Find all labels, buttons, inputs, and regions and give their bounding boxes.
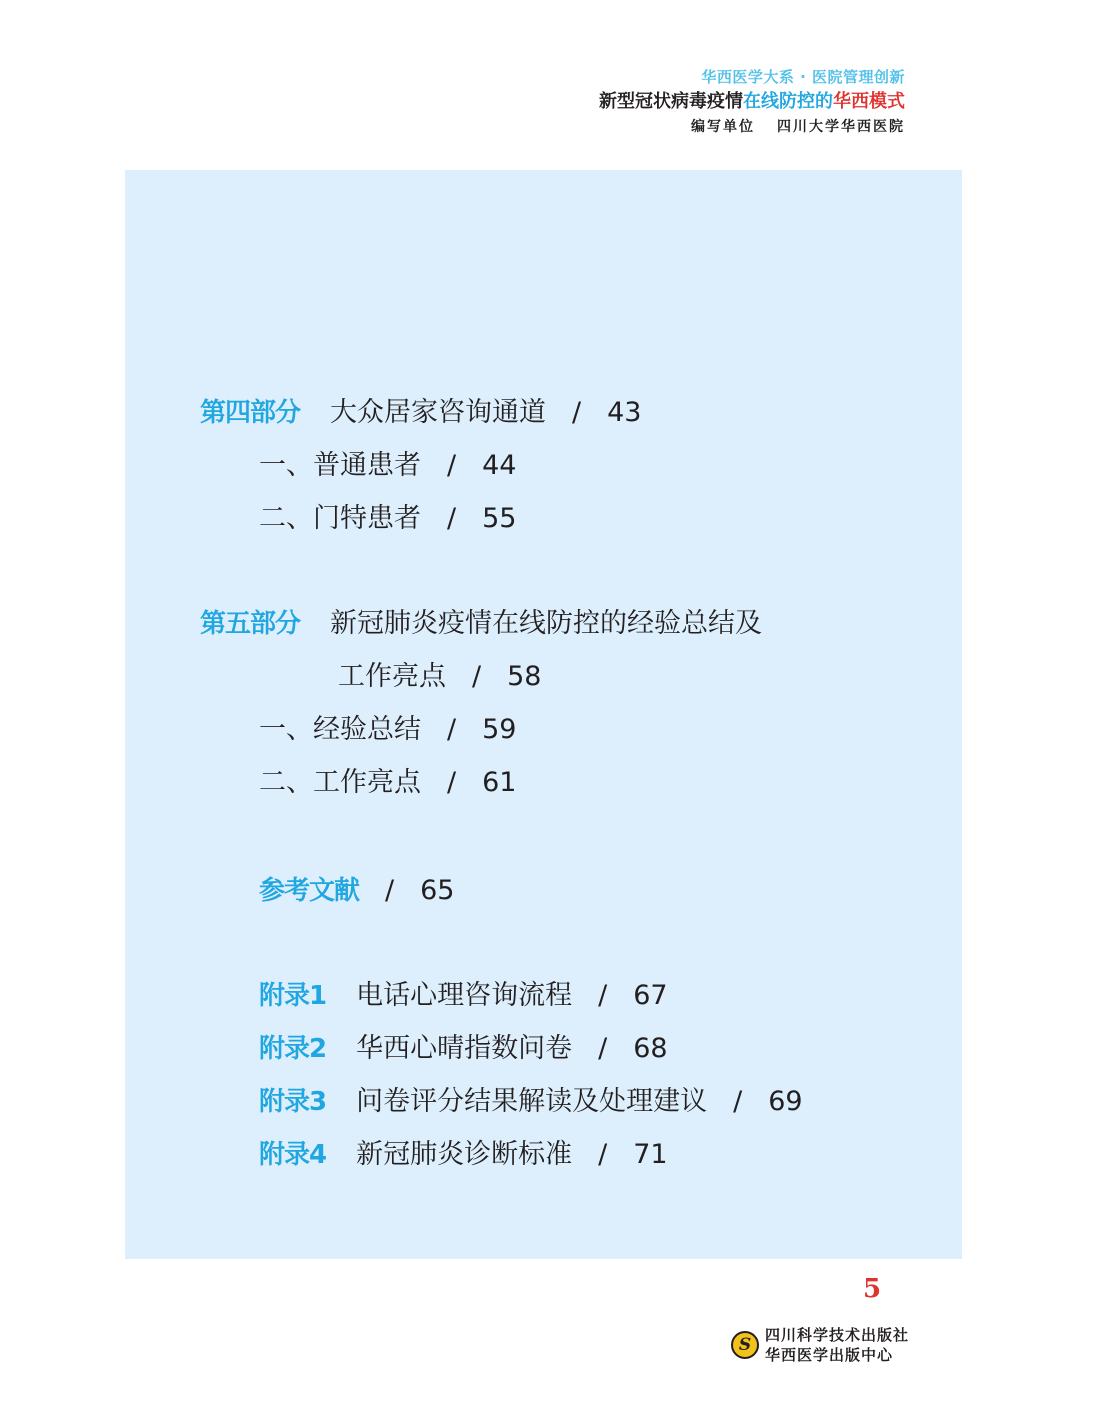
appendix4-label: 附录4 [259,1140,327,1170]
appendix1-title: 电话心理咨询流程 [356,980,573,1011]
author-value: 四川大学华西医院 [777,119,905,135]
part5-item1-page: 59 [482,714,517,745]
separator: / [447,767,457,798]
appendix1-label: 附录1 [259,981,327,1011]
appendix4-title: 新冠肺炎诊断标准 [356,1139,573,1170]
part4-item1-page: 44 [482,450,517,481]
separator: / [733,1086,743,1117]
separator: / [572,397,582,428]
separator: / [385,875,395,906]
appendix3-title: 问卷评分结果解读及处理建议 [356,1086,708,1117]
separator: / [598,1033,608,1064]
book-title-part1: 新型冠状病毒疫情 [599,91,743,112]
series-name: 华西医学大系 · 医院管理创新 [701,68,905,86]
toc-entry-part5-cont[interactable] [338,660,541,694]
toc-entry-appendix2[interactable] [259,1032,668,1066]
appendix2-title: 华西心晴指数问卷 [356,1033,573,1064]
publisher-line2: 华西医学出版中心 [765,1346,894,1364]
toc-entry-part5-item2[interactable] [259,766,516,800]
toc-entry-appendix1[interactable] [259,979,668,1013]
toc-entry-part4-item1[interactable] [259,449,516,483]
appendix3-page: 69 [768,1086,803,1117]
appendix2-label: 附录2 [259,1034,327,1064]
part5-page: 58 [507,661,542,692]
separator: / [472,661,482,692]
running-header [599,66,905,138]
separator: / [598,980,608,1011]
toc-entry-appendix4[interactable] [259,1138,668,1172]
references-label: 参考文献 [259,876,360,906]
part4-item2-title: 二、门特患者 [259,503,421,534]
book-title [599,88,905,116]
part5-item1-title: 一、经验总结 [259,714,421,745]
references-page: 65 [420,875,455,906]
part4-title: 大众居家咨询通道 [330,397,547,428]
separator: / [447,714,457,745]
appendix2-page: 68 [633,1033,668,1064]
toc-entry-part4-item2[interactable] [259,502,516,536]
separator: / [598,1139,608,1170]
part4-item2-page: 55 [482,503,517,534]
part5-item2-title: 二、工作亮点 [259,767,421,798]
publisher-names [765,1325,909,1365]
appendix1-page: 67 [633,980,668,1011]
appendix3-label: 附录3 [259,1087,327,1117]
toc-entry-part4[interactable] [200,396,641,430]
toc-entry-appendix3[interactable] [259,1085,803,1119]
part5-label: 第五部分 [200,609,301,639]
separator: / [447,450,457,481]
page-number: 5 [863,1274,882,1304]
separator: / [447,503,457,534]
toc-entry-references[interactable] [259,874,454,908]
toc-entry-part5-item1[interactable] [259,713,516,747]
book-title-part3: 华西模式 [833,91,905,112]
appendix4-page: 71 [633,1139,668,1170]
toc-entry-part5[interactable] [200,607,762,641]
book-title-part2: 在线防控的 [743,91,833,112]
part4-item1-title: 一、普通患者 [259,450,421,481]
part5-title-line2: 工作亮点 [338,661,446,692]
part4-label: 第四部分 [200,398,301,428]
publisher-logo-icon: S [731,1331,759,1359]
publisher-line1: 四川科学技术出版社 [765,1326,910,1344]
author-label: 编写单位 [691,119,755,135]
publisher-block [731,1325,909,1365]
part4-page: 43 [607,397,642,428]
part5-title-line1: 新冠肺炎疫情在线防控的经验总结及 [330,608,763,639]
author-line [599,116,905,138]
part5-item2-page: 61 [482,767,517,798]
